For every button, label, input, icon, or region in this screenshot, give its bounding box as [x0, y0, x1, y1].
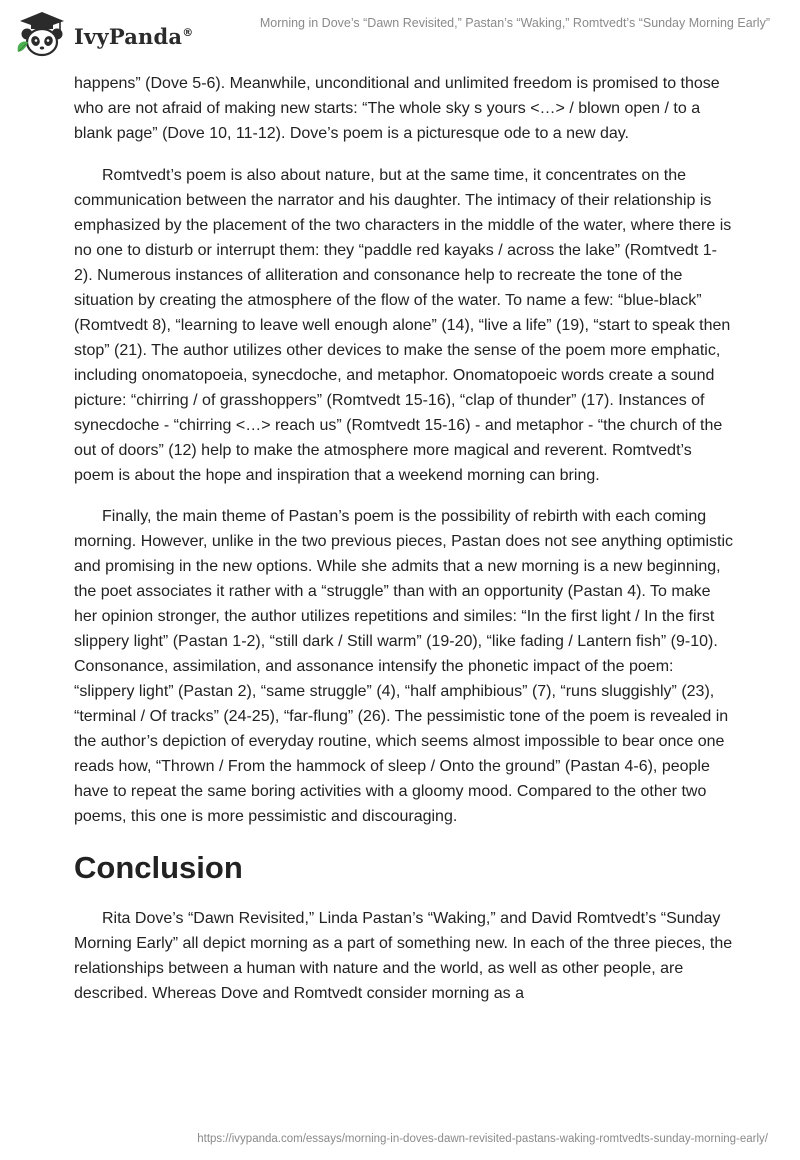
paragraph-conclusion: Rita Dove’s “Dawn Revisited,” Linda Pastan’s “Waking,” and David Romtvedt’s “Sunday Morning Early” all depict morning as a part of something new. In each of the three pieces, the relationships between a human with nature and the world, as well as other people, are described. Whereas Dove and Romtvedt consider morning as a [74, 910, 733, 1002]
page-header [0, 0, 800, 60]
essay-body [74, 71, 734, 1022]
paragraph-romtvedt: Romtvedt’s poem is also about nature, but at the same time, it concentrates on the communication between the narrator and his daughter. The intimacy of their relationship is emphasized by the placement of the two characters in the middle of the water, where there is no one to disturb or interrupt them: they “paddle red kayaks / across the lake” (Romtvedt 1-2). Numerous instances of alliteration and consonance help to recreate the tone of the situation by creating the atmosphere of the flow of the water. To name a few: “blue-black” (Romtvedt 8), “learning to leave well enough alone” (14), “live a life” (19), “start to speak then stop” (21). The author utilizes other devices to make the sense of the poem more emphatic, including onomatopoeia, synecdoche, and metaphor. Onomatopoeic words create a sound picture: “chirring / of grasshoppers” (Romtvedt 15-16), “clap of thunder” (17). Instances of synecdoche - “chirring <…> reach us” (Romtvedt 15-16) - and metaphor - “the church of the out of doors” (12) help to make the atmosphere more magical and reverent. Romtvedt’s poem is about the hope and inspiration that a weekend morning can bring. [74, 167, 732, 484]
source-url[interactable]: https://ivypanda.com/essays/morning-in-doves-dawn-revisited-pastans-waking-romtvedts-sunday-morning-early/ [197, 1133, 768, 1145]
ivypanda-logo[interactable] [14, 8, 193, 60]
conclusion-heading: Conclusion [74, 850, 243, 885]
panda-graduate-icon [14, 8, 70, 60]
document-title: Morning in Dove’s “Dawn Revisited,” Pastan’s “Waking,” Romtvedt’s “Sunday Morning Early” [259, 16, 770, 30]
brand-name: IvyPanda® [74, 23, 194, 49]
paragraph-dove-continued: happens” (Dove 5-6). Meanwhile, unconditional and unlimited freedom is promised to those who are not afraid of making new starts: “The whole sky s yours <…> / blown open / to a blank page” (Dove 10, 11-12). Dove’s poem is a picturesque ode to a new day. [74, 75, 720, 142]
paragraph-pastan: Finally, the main theme of Pastan’s poem is the possibility of rebirth with each coming morning. However, unlike in the two previous pieces, Pastan does not see anything optimistic and promising in the new options. While she admits that a new morning is a new beginning, the poet associates it rather with a “struggle” than with an opportunity (Pastan 4). To make her opinion stronger, the author utilizes repetitions and similes: “In the first light / In the first slippery light” (Pastan 1-2), “still dark / Still warm” (19-20), “like fading / Lantern fish” (9-10). Consonance, assimilation, and assonance intensify the phonetic impact of the poem: “slippery light” (Pastan 2), “same struggle” (4), “half amphibious” (7), “runs sluggishly” (23), “terminal / Of tracks” (24-25), “far-flung” (26). The pessimistic tone of the poem is revealed in the author’s depiction of everyday routine, which seems almost impossible to bear once one reads how, “Thrown / From the hammock of sleep / Onto the ground” (Pastan 4-6), people have to repeat the same boring activities with a gloomy mood. Compared to the other two poems, this one is more pessimistic and discouraging. [74, 508, 734, 825]
